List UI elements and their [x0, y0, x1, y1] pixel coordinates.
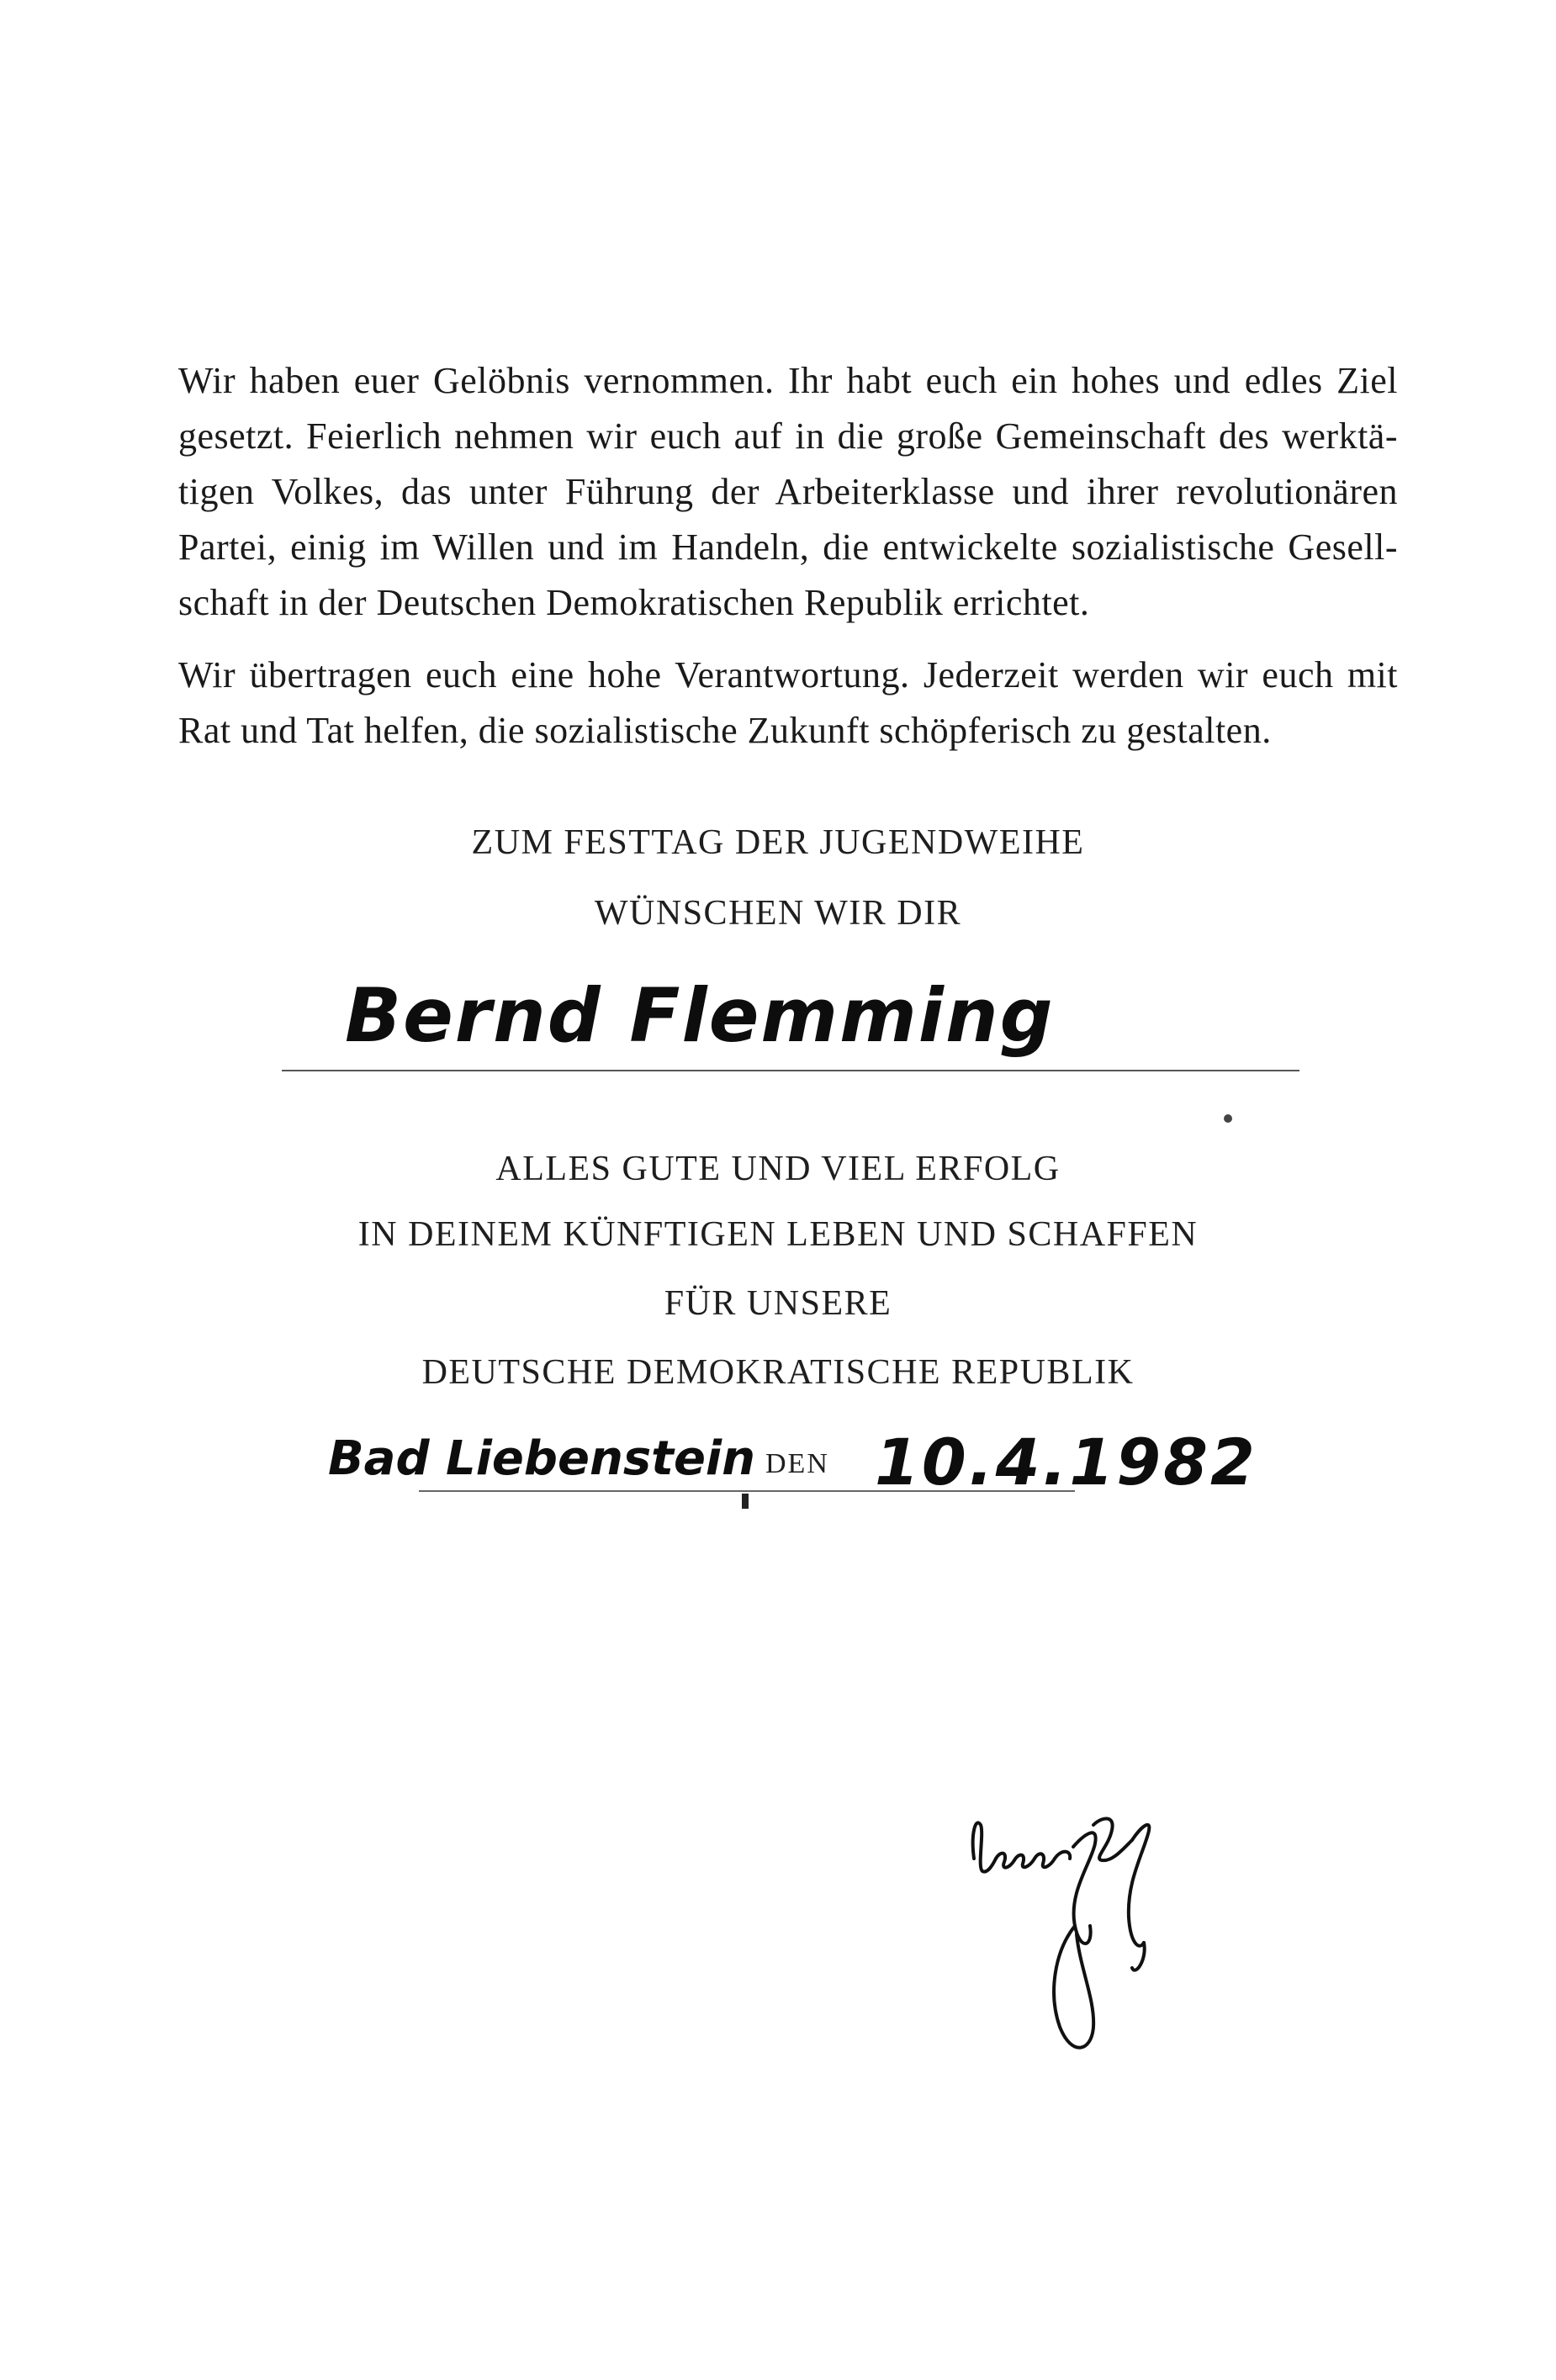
- den-label: DEN: [765, 1448, 829, 1479]
- wish-line-4: DEUTSCHE DEMOKRATISCHE REPUBLIK: [421, 1353, 1135, 1392]
- ink-dot: [1224, 1114, 1232, 1123]
- wish-line-1: ALLES GUTE UND VIEL ERFOLG: [495, 1150, 1061, 1188]
- place-date-row: [328, 1425, 1257, 1522]
- pledge-line: schaft in der Deutschen Demokratischen Republik errichtet.: [178, 582, 1090, 623]
- ink-tick: [742, 1494, 749, 1509]
- wish-line-2: IN DEINEM KÜNFTIGEN LEBEN UND SCHAFFEN: [357, 1215, 1199, 1254]
- recipient-name-field: [282, 972, 1299, 1076]
- handwritten-signature-icon: [967, 1800, 1270, 2069]
- responsibility-line: Wir übertragen euch eine hohe Verantwortung. Jederzeit werden wir euch mit: [178, 654, 1398, 695]
- place-name: Bad Liebenstein: [328, 1431, 755, 1486]
- greeting-subheading: WÜNSCHEN WIR DIR: [594, 894, 962, 933]
- wish-line-3: FÜR UNSERE: [664, 1284, 892, 1323]
- pledge-line: gesetzt. Feierlich nehmen wir euch auf in die große Gemeinschaft des werktä-: [178, 415, 1398, 457]
- name-underline: [282, 1070, 1299, 1071]
- pledge-line: Wir haben euer Gelöbnis vernommen. Ihr habt euch ein hohes und edles Ziel: [178, 360, 1398, 401]
- pledge-paragraph: [178, 353, 1398, 631]
- greeting-heading: ZUM FESTTAG DER JUGENDWEIHE: [471, 823, 1085, 862]
- issue-date: 10.4.1982: [875, 1425, 1257, 1499]
- recipient-name: Bernd Flemming: [345, 972, 1055, 1059]
- responsibility-paragraph: [178, 648, 1398, 759]
- pledge-line: tigen Volkes, das unter Führung der Arbeiterklasse und ihrer revolutionären: [178, 471, 1398, 512]
- responsibility-line: Rat und Tat helfen, die sozialistische Zukunft schöpferisch zu gestalten.: [178, 710, 1272, 751]
- pledge-line: Partei, einig im Willen und im Handeln, die entwickelte sozialistische Gesell-: [178, 526, 1398, 568]
